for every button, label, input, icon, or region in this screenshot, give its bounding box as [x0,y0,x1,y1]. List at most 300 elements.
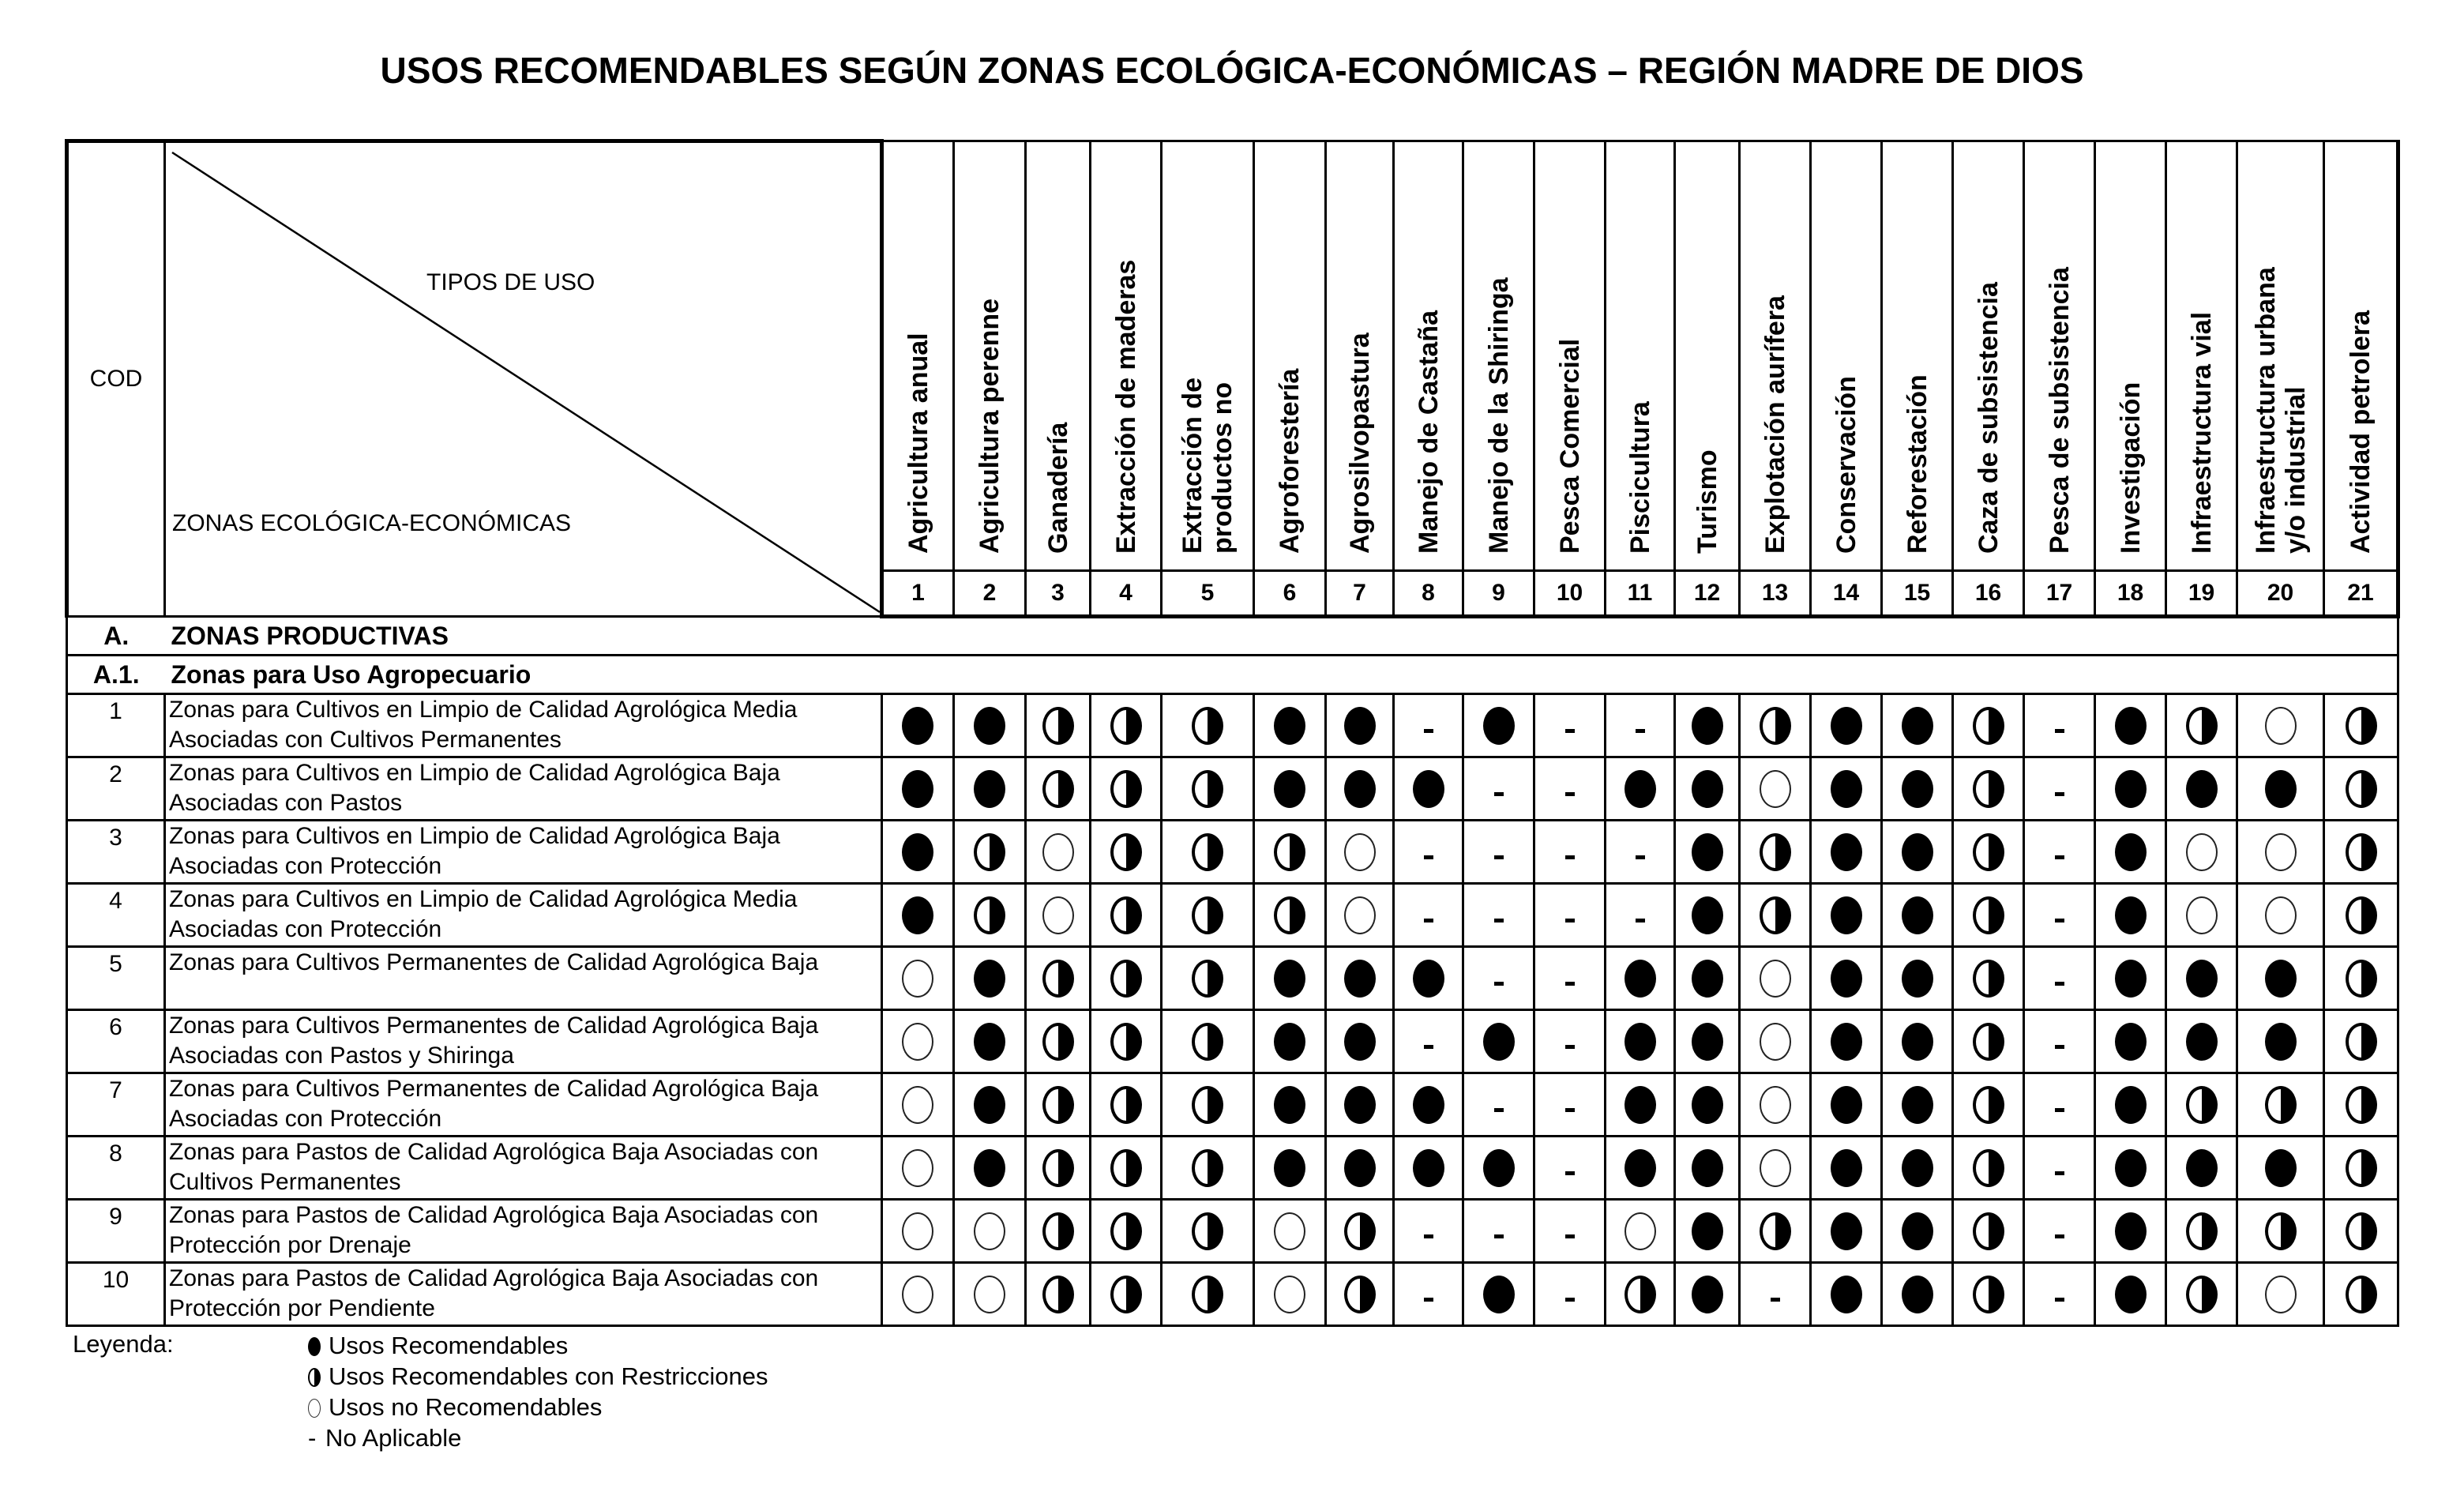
usage-cell [1953,1137,2024,1200]
zone-label: Zonas para Pastos de Calidad Agrológica Baja Asociadas con Cultivos Permanentes [165,1137,882,1200]
usage-cell [1882,694,1953,757]
column-header-5 [1162,141,1254,571]
usage-cell [1463,757,1534,821]
usage-cell [2024,947,2095,1010]
table-row [67,1010,2398,1073]
filled-circle-icon [1413,1086,1444,1124]
empty-circle-icon [1344,833,1376,871]
zone-label: Zonas para Cultivos en Limpio de Calidad Agrológica Media Asociadas con Cultivos Permanentes [165,694,882,757]
empty-circle-icon [1344,896,1376,934]
column-number: 5 [1162,571,1254,617]
column-header-16 [1953,141,2024,571]
filled-circle-icon [1274,1149,1305,1187]
column-number: 12 [1675,571,1740,617]
usage-cell [1026,1073,1091,1137]
usage-cell [1394,1263,1463,1326]
usage-cell [1534,694,1606,757]
usage-cell [2237,884,2324,947]
column-header-label: Actividad petrolera [2346,310,2376,554]
usage-cell [1811,694,1882,757]
dash-icon [1636,919,1645,922]
half-circle-icon [2346,1023,2377,1061]
filled-circle-icon [1344,1086,1376,1124]
legend-text: Usos Recomendables con Restricciones [329,1362,768,1390]
dash-icon [1494,1108,1504,1112]
usage-cell [954,884,1026,947]
half-circle-icon [2346,1212,2377,1250]
column-number: 13 [1740,571,1811,617]
usage-cell [2024,821,2095,884]
usage-cell [882,1010,954,1073]
usage-cell [882,757,954,821]
filled-circle-icon [974,1086,1005,1124]
usage-cell [1675,757,1740,821]
zone-label: Zonas para Pastos de Calidad Agrológica Baja Asociadas con Protección por Pendiente [165,1263,882,1326]
usage-cell [1882,1263,1953,1326]
filled-circle-icon [1413,770,1444,808]
usage-cell [1606,1073,1675,1137]
dash-icon [2055,855,2064,859]
usage-cell [1811,884,1882,947]
usage-cell [1882,1010,1953,1073]
column-header-14 [1811,141,1882,571]
usage-cell [2166,1073,2237,1137]
usage-cell [1463,694,1534,757]
usage-cell [2237,1010,2324,1073]
usage-cell [1254,1010,1326,1073]
usage-cell [1394,1010,1463,1073]
column-header-label: Extracción de productos no [1178,378,1238,554]
zone-code: 2 [67,757,165,821]
usage-cell [1534,1263,1606,1326]
filled-circle-icon [308,1337,321,1356]
usage-cell [1162,821,1254,884]
dash-icon [1494,982,1504,986]
usage-cell [1675,947,1740,1010]
half-circle-icon [1760,1212,1791,1250]
filled-circle-icon [1902,896,1933,934]
usage-cell [1740,694,1811,757]
section-code: A. [67,617,165,656]
usage-cell [2024,1073,2095,1137]
usage-cell [2324,884,2398,947]
usage-cell [2095,757,2166,821]
half-circle-icon [974,833,1005,871]
usage-cell [2095,694,2166,757]
filled-circle-icon [1692,1086,1723,1124]
column-header-label: Manejo de la Shiringa [1483,277,1514,554]
column-number: 21 [2324,571,2398,617]
dash-icon [2055,1108,2064,1112]
dash-icon: - [308,1424,317,1452]
filled-circle-icon [1902,770,1933,808]
usage-cell [1811,821,1882,884]
filled-circle-icon [2115,896,2147,934]
column-header-6 [1254,141,1326,571]
half-circle-icon [2186,1086,2218,1124]
filled-circle-icon [1831,1212,1862,1250]
usage-cell [2024,1137,2095,1200]
usage-cell [1254,1263,1326,1326]
column-header-label: Ganadería [1042,422,1073,554]
usage-cell [1091,1200,1162,1263]
usage-cell [1811,1010,1882,1073]
usage-cell [1162,1010,1254,1073]
empty-circle-icon [2265,896,2297,934]
usage-cell [1811,1137,1882,1200]
usage-cell [1606,694,1675,757]
filled-circle-icon [2115,707,2147,745]
usage-cell [1882,1073,1953,1137]
half-circle-icon [1973,960,2004,998]
filled-circle-icon [1692,896,1723,934]
dash-icon [1565,729,1575,733]
empty-circle-icon [902,1276,933,1313]
dash-icon [1424,855,1433,859]
usage-cell [2166,1200,2237,1263]
usage-cell [2324,757,2398,821]
usage-cell [1463,884,1534,947]
usage-cell [1326,947,1394,1010]
half-circle-icon [2186,707,2218,745]
dash-icon [1565,1234,1575,1238]
section-label: ZONAS PRODUCTIVAS [165,617,2398,656]
usage-cell [1394,1137,1463,1200]
usage-cell [1026,884,1091,947]
usage-cell [2095,884,2166,947]
usage-cell [882,884,954,947]
zone-code: 7 [67,1073,165,1137]
dash-icon [1424,919,1433,922]
filled-circle-icon [1831,770,1862,808]
half-circle-icon [1192,896,1223,934]
half-circle-icon [1110,707,1142,745]
filled-circle-icon [1692,1149,1723,1187]
filled-circle-icon [1625,1023,1656,1061]
column-header-label: Pesca de subsistencia [2044,267,2075,554]
half-circle-icon [1192,1276,1223,1313]
column-number: 11 [1606,571,1675,617]
half-circle-icon [1192,707,1223,745]
column-header-label: Turismo [1692,449,1722,554]
legend-item [308,1330,1019,1361]
usage-cell [2166,821,2237,884]
filled-circle-icon [902,833,933,871]
half-circle-icon [2346,1086,2377,1124]
empty-circle-icon [2265,1276,2297,1313]
usage-cell [1254,694,1326,757]
usage-cell [1740,884,1811,947]
zone-code: 4 [67,884,165,947]
filled-circle-icon [2115,1276,2147,1313]
column-header-17 [2024,141,2095,571]
tipos-de-uso-label: TIPOS DE USO [426,269,595,295]
half-circle-icon [1344,1212,1376,1250]
half-circle-icon [1042,1212,1074,1250]
usage-cell [1254,947,1326,1010]
usage-cell [2324,1010,2398,1073]
dash-icon [1424,1234,1433,1238]
dash-icon [1565,855,1575,859]
filled-circle-icon [1692,770,1723,808]
usage-cell [1463,1200,1534,1263]
half-circle-icon [1110,1086,1142,1124]
column-header-label: Extracción de maderas [1110,259,1141,554]
usage-cell [1811,757,1882,821]
usage-cell [1254,821,1326,884]
usage-cell [1394,757,1463,821]
column-header-label: Explotación aurífera [1760,295,1790,554]
usage-cell [1091,694,1162,757]
half-circle-icon [2346,770,2377,808]
usage-cell [1162,694,1254,757]
filled-circle-icon [1625,1086,1656,1124]
half-circle-icon [2186,1212,2218,1250]
filled-circle-icon [2265,1023,2297,1061]
column-number: 4 [1091,571,1162,617]
half-circle-icon [1110,1149,1142,1187]
usage-matrix-table [65,139,2400,1327]
dash-icon [1424,1298,1433,1302]
legend-item [308,1361,1019,1392]
table-row [67,821,2398,884]
usage-cell [2095,1137,2166,1200]
table-row [67,694,2398,757]
filled-circle-icon [1831,1023,1862,1061]
usage-cell [1740,1200,1811,1263]
usage-cell [2095,947,2166,1010]
usage-cell [1463,821,1534,884]
usage-cell [954,1200,1026,1263]
usage-cell [1882,884,1953,947]
dash-icon [1494,919,1504,922]
usage-cell [1162,1073,1254,1137]
usage-cell [2024,757,2095,821]
dash-icon [2055,1298,2064,1302]
filled-circle-icon [1274,770,1305,808]
column-header-label: Infraestructura vial [2186,311,2217,554]
dash-icon [1565,792,1575,796]
usage-cell [1534,757,1606,821]
filled-circle-icon [1692,707,1723,745]
usage-cell [1811,1073,1882,1137]
filled-circle-icon [1344,1023,1376,1061]
empty-circle-icon [1274,1212,1305,1250]
empty-circle-icon [902,1149,933,1187]
usage-cell [1534,947,1606,1010]
column-header-label: Caza de subsistencia [1973,282,2004,554]
half-circle-icon [1760,707,1791,745]
half-circle-icon [1973,896,2004,934]
column-header-11 [1606,141,1675,571]
empty-circle-icon [308,1399,321,1418]
usage-cell [2095,1073,2166,1137]
half-circle-icon [1973,1276,2004,1313]
usage-cell [1394,821,1463,884]
zone-label: Zonas para Cultivos Permanentes de Calidad Agrológica Baja [165,947,882,1010]
half-circle-icon [2346,1149,2377,1187]
cod-header: COD [67,141,165,617]
filled-circle-icon [1831,1276,1862,1313]
usage-cell [1394,947,1463,1010]
usage-cell [1675,694,1740,757]
empty-circle-icon [2186,833,2218,871]
half-circle-icon [2346,896,2377,934]
usage-cell [1953,1010,2024,1073]
column-header-19 [2166,141,2237,571]
usage-cell [1091,821,1162,884]
filled-circle-icon [974,960,1005,998]
filled-circle-icon [1483,1023,1515,1061]
filled-circle-icon [1831,833,1862,871]
usage-cell [1953,1200,2024,1263]
column-header-13 [1740,141,1811,571]
usage-cell [2095,821,2166,884]
empty-circle-icon [1042,896,1074,934]
half-circle-icon [1042,960,1074,998]
filled-circle-icon [1274,960,1305,998]
usage-cell [1026,821,1091,884]
column-header-8 [1394,141,1463,571]
table-row [67,757,2398,821]
column-number: 19 [2166,571,2237,617]
usage-cell [1326,1137,1394,1200]
column-number: 17 [2024,571,2095,617]
usage-cell [1882,757,1953,821]
empty-circle-icon [902,1212,933,1250]
usage-cell [1811,1263,1882,1326]
usage-cell [2166,1010,2237,1073]
column-header-label: Agroforestería [1275,368,1305,554]
usage-cell [1026,757,1091,821]
dash-icon [2055,982,2064,986]
usage-cell [882,1200,954,1263]
half-circle-icon [1110,833,1142,871]
dash-icon [1636,729,1645,733]
dash-icon [1636,855,1645,859]
table-row [67,1137,2398,1200]
usage-cell [1463,1010,1534,1073]
usage-cell [1675,1010,1740,1073]
usage-cell [1534,821,1606,884]
half-circle-icon [1344,1276,1376,1313]
half-circle-icon [1973,833,2004,871]
usage-cell [1326,1010,1394,1073]
usage-cell [1675,884,1740,947]
usage-cell [2166,884,2237,947]
dash-icon [1565,919,1575,922]
usage-cell [1091,1137,1162,1200]
usage-cell [1254,884,1326,947]
legend-label: Leyenda: [73,1330,174,1358]
table-row [67,884,2398,947]
usage-cell [1162,757,1254,821]
filled-circle-icon [974,1023,1005,1061]
usage-cell [2166,757,2237,821]
half-circle-icon [1110,1276,1142,1313]
dash-icon [2055,1234,2064,1238]
column-header-15 [1882,141,1953,571]
usage-cell [1463,1137,1534,1200]
usage-cell [2324,821,2398,884]
usage-cell [1606,884,1675,947]
filled-circle-icon [1692,1212,1723,1250]
filled-circle-icon [974,707,1005,745]
half-circle-icon [1973,1149,2004,1187]
usage-cell [1254,1137,1326,1200]
usage-cell [1534,1010,1606,1073]
empty-circle-icon [2186,896,2218,934]
filled-circle-icon [1625,770,1656,808]
column-header-4 [1091,141,1162,571]
table-row [67,1200,2398,1263]
column-number: 2 [954,571,1026,617]
usage-cell [1326,821,1394,884]
filled-circle-icon [1625,1149,1656,1187]
dash-icon [1424,729,1433,733]
section-row [67,617,2398,656]
filled-circle-icon [1902,960,1933,998]
column-header-9 [1463,141,1534,571]
usage-cell [1740,1010,1811,1073]
usage-cell [1254,1200,1326,1263]
column-header-label: Piscicultura [1625,401,1655,554]
half-circle-icon [1192,1023,1223,1061]
dash-icon [1494,1234,1504,1238]
usage-cell [1026,1200,1091,1263]
diagonal-header [165,141,882,617]
usage-cell [882,1263,954,1326]
column-number: 20 [2237,571,2324,617]
empty-circle-icon [1625,1212,1656,1250]
usage-cell [1091,757,1162,821]
dash-icon [1565,1108,1575,1112]
half-circle-icon [1192,960,1223,998]
half-circle-icon [1042,1086,1074,1124]
usage-cell [2166,947,2237,1010]
usage-cell [1091,947,1162,1010]
filled-circle-icon [1692,833,1723,871]
filled-circle-icon [1902,833,1933,871]
column-number: 9 [1463,571,1534,617]
column-header-2 [954,141,1026,571]
usage-cell [1606,821,1675,884]
usage-cell [882,694,954,757]
usage-cell [1534,884,1606,947]
filled-circle-icon [1413,960,1444,998]
empty-circle-icon [2265,707,2297,745]
usage-cell [882,1137,954,1200]
usage-cell [2237,757,2324,821]
filled-circle-icon [1274,707,1305,745]
usage-cell [1953,821,2024,884]
filled-circle-icon [1483,1149,1515,1187]
usage-cell [1740,757,1811,821]
usage-cell [954,821,1026,884]
filled-circle-icon [1902,1212,1933,1250]
usage-cell [1675,1137,1740,1200]
usage-cell [2095,1263,2166,1326]
section-row [67,656,2398,694]
table-row [67,1073,2398,1137]
column-number: 8 [1394,571,1463,617]
usage-cell [1091,1010,1162,1073]
half-circle-icon [1973,1086,2004,1124]
half-circle-icon [2346,1276,2377,1313]
usage-cell [1463,1263,1534,1326]
half-circle-icon [1192,770,1223,808]
usage-cell [1740,821,1811,884]
